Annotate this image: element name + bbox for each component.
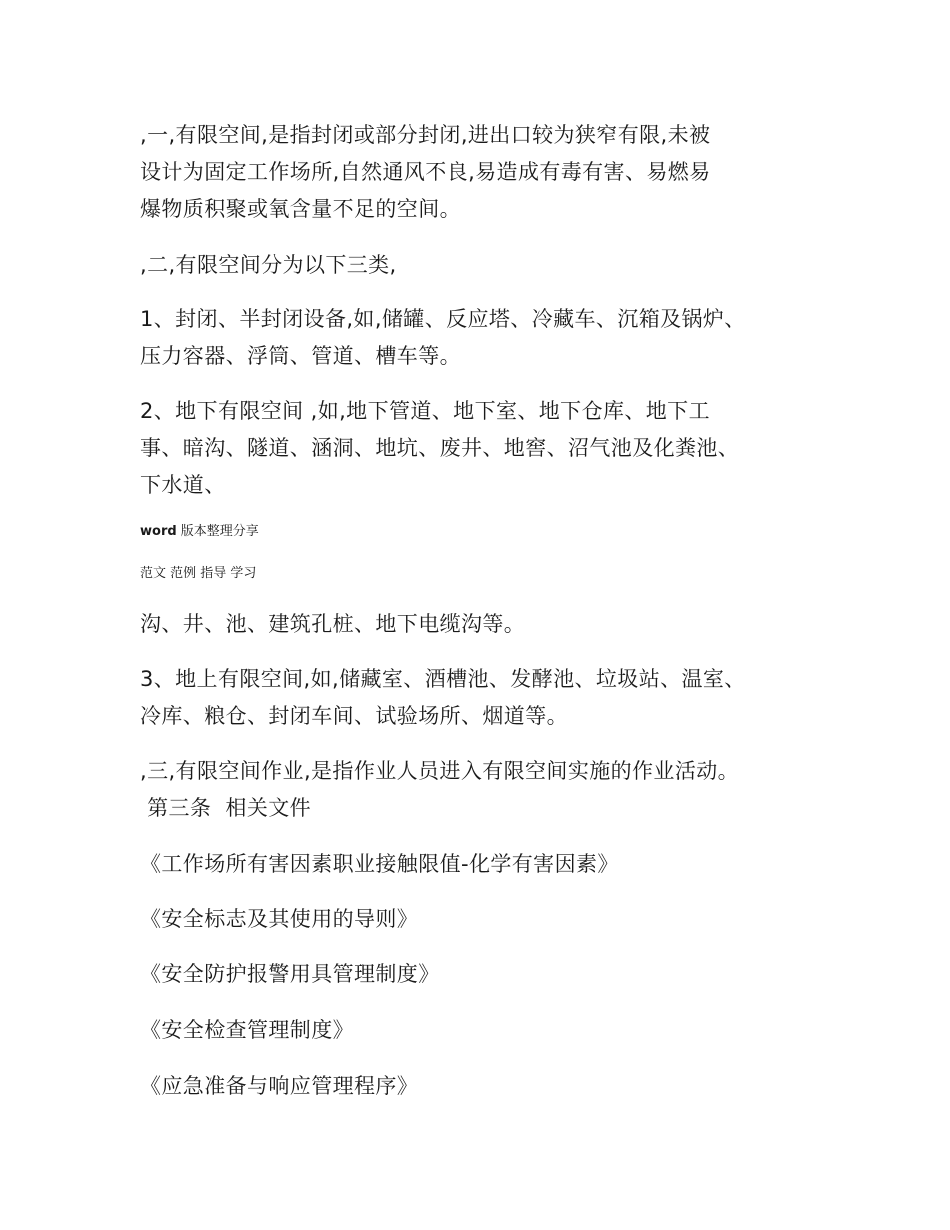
reference-item xyxy=(140,1068,830,1105)
text-line: 2、地下有限空间 ,如,地下管道、地下室、地下仓库、地下工 xyxy=(140,399,710,423)
reference-item xyxy=(140,1012,830,1049)
page-footer xyxy=(140,523,259,541)
paragraph-category-3 xyxy=(140,661,830,735)
page-header-note: 范文 范例 指导 学习 xyxy=(140,566,257,581)
paragraph-definition xyxy=(140,117,830,228)
paragraph-category-2 xyxy=(140,393,830,504)
text-line: 下水道、 xyxy=(140,473,226,497)
section-heading: 第三条 相关文件 xyxy=(140,796,312,820)
text-line: 冷库、粮仓、封闭车间、试验场所、烟道等。 xyxy=(140,704,568,728)
text-line: 《应急准备与响应管理程序》 xyxy=(140,1074,419,1098)
paragraph-operation-definition xyxy=(140,753,830,827)
text-line: 设计为固定工作场所,自然通风不良,易造成有毒有害、易燃易 xyxy=(140,160,711,184)
text-line: 《安全防护报警用具管理制度》 xyxy=(140,962,440,986)
text-line: 事、暗沟、隧道、涵洞、地坑、废井、地窖、沼气池及化粪池、 xyxy=(140,436,740,460)
text-line: 压力容器、浮筒、管道、槽车等。 xyxy=(140,344,461,368)
paragraph-categories-heading xyxy=(140,247,830,284)
text-line: ,二,有限空间分为以下三类, xyxy=(140,253,397,277)
reference-item xyxy=(140,956,830,993)
text-line: 《安全检查管理制度》 xyxy=(140,1018,354,1042)
reference-item xyxy=(140,846,830,883)
reference-item xyxy=(140,901,830,938)
text-line: ,三,有限空间作业,是指作业人员进入有限空间实施的作业活动。 xyxy=(140,759,740,783)
text-line: 《工作场所有害因素职业接触限值-化学有害因素》 xyxy=(140,852,619,876)
paragraph-category-2-continued xyxy=(140,606,830,643)
text-line: 爆物质积聚或氧含量不足的空间。 xyxy=(140,197,461,221)
footer-rest: 版本整理分享 xyxy=(176,524,259,539)
text-line: 《安全标志及其使用的导则》 xyxy=(140,907,419,931)
text-line: ,一,有限空间,是指封闭或部分封闭,进出口较为狭窄有限,未被 xyxy=(140,123,711,147)
text-line: 3、地上有限空间,如,储藏室、酒槽池、发酵池、垃圾站、温室、 xyxy=(140,667,746,691)
text-line: 1、封闭、半封闭设备,如,储罐、反应塔、冷藏车、沉箱及锅炉、 xyxy=(140,307,746,331)
paragraph-category-1 xyxy=(140,301,830,375)
text-line: 沟、井、池、建筑孔桩、地下电缆沟等。 xyxy=(140,612,526,636)
footer-word: word xyxy=(140,524,177,539)
